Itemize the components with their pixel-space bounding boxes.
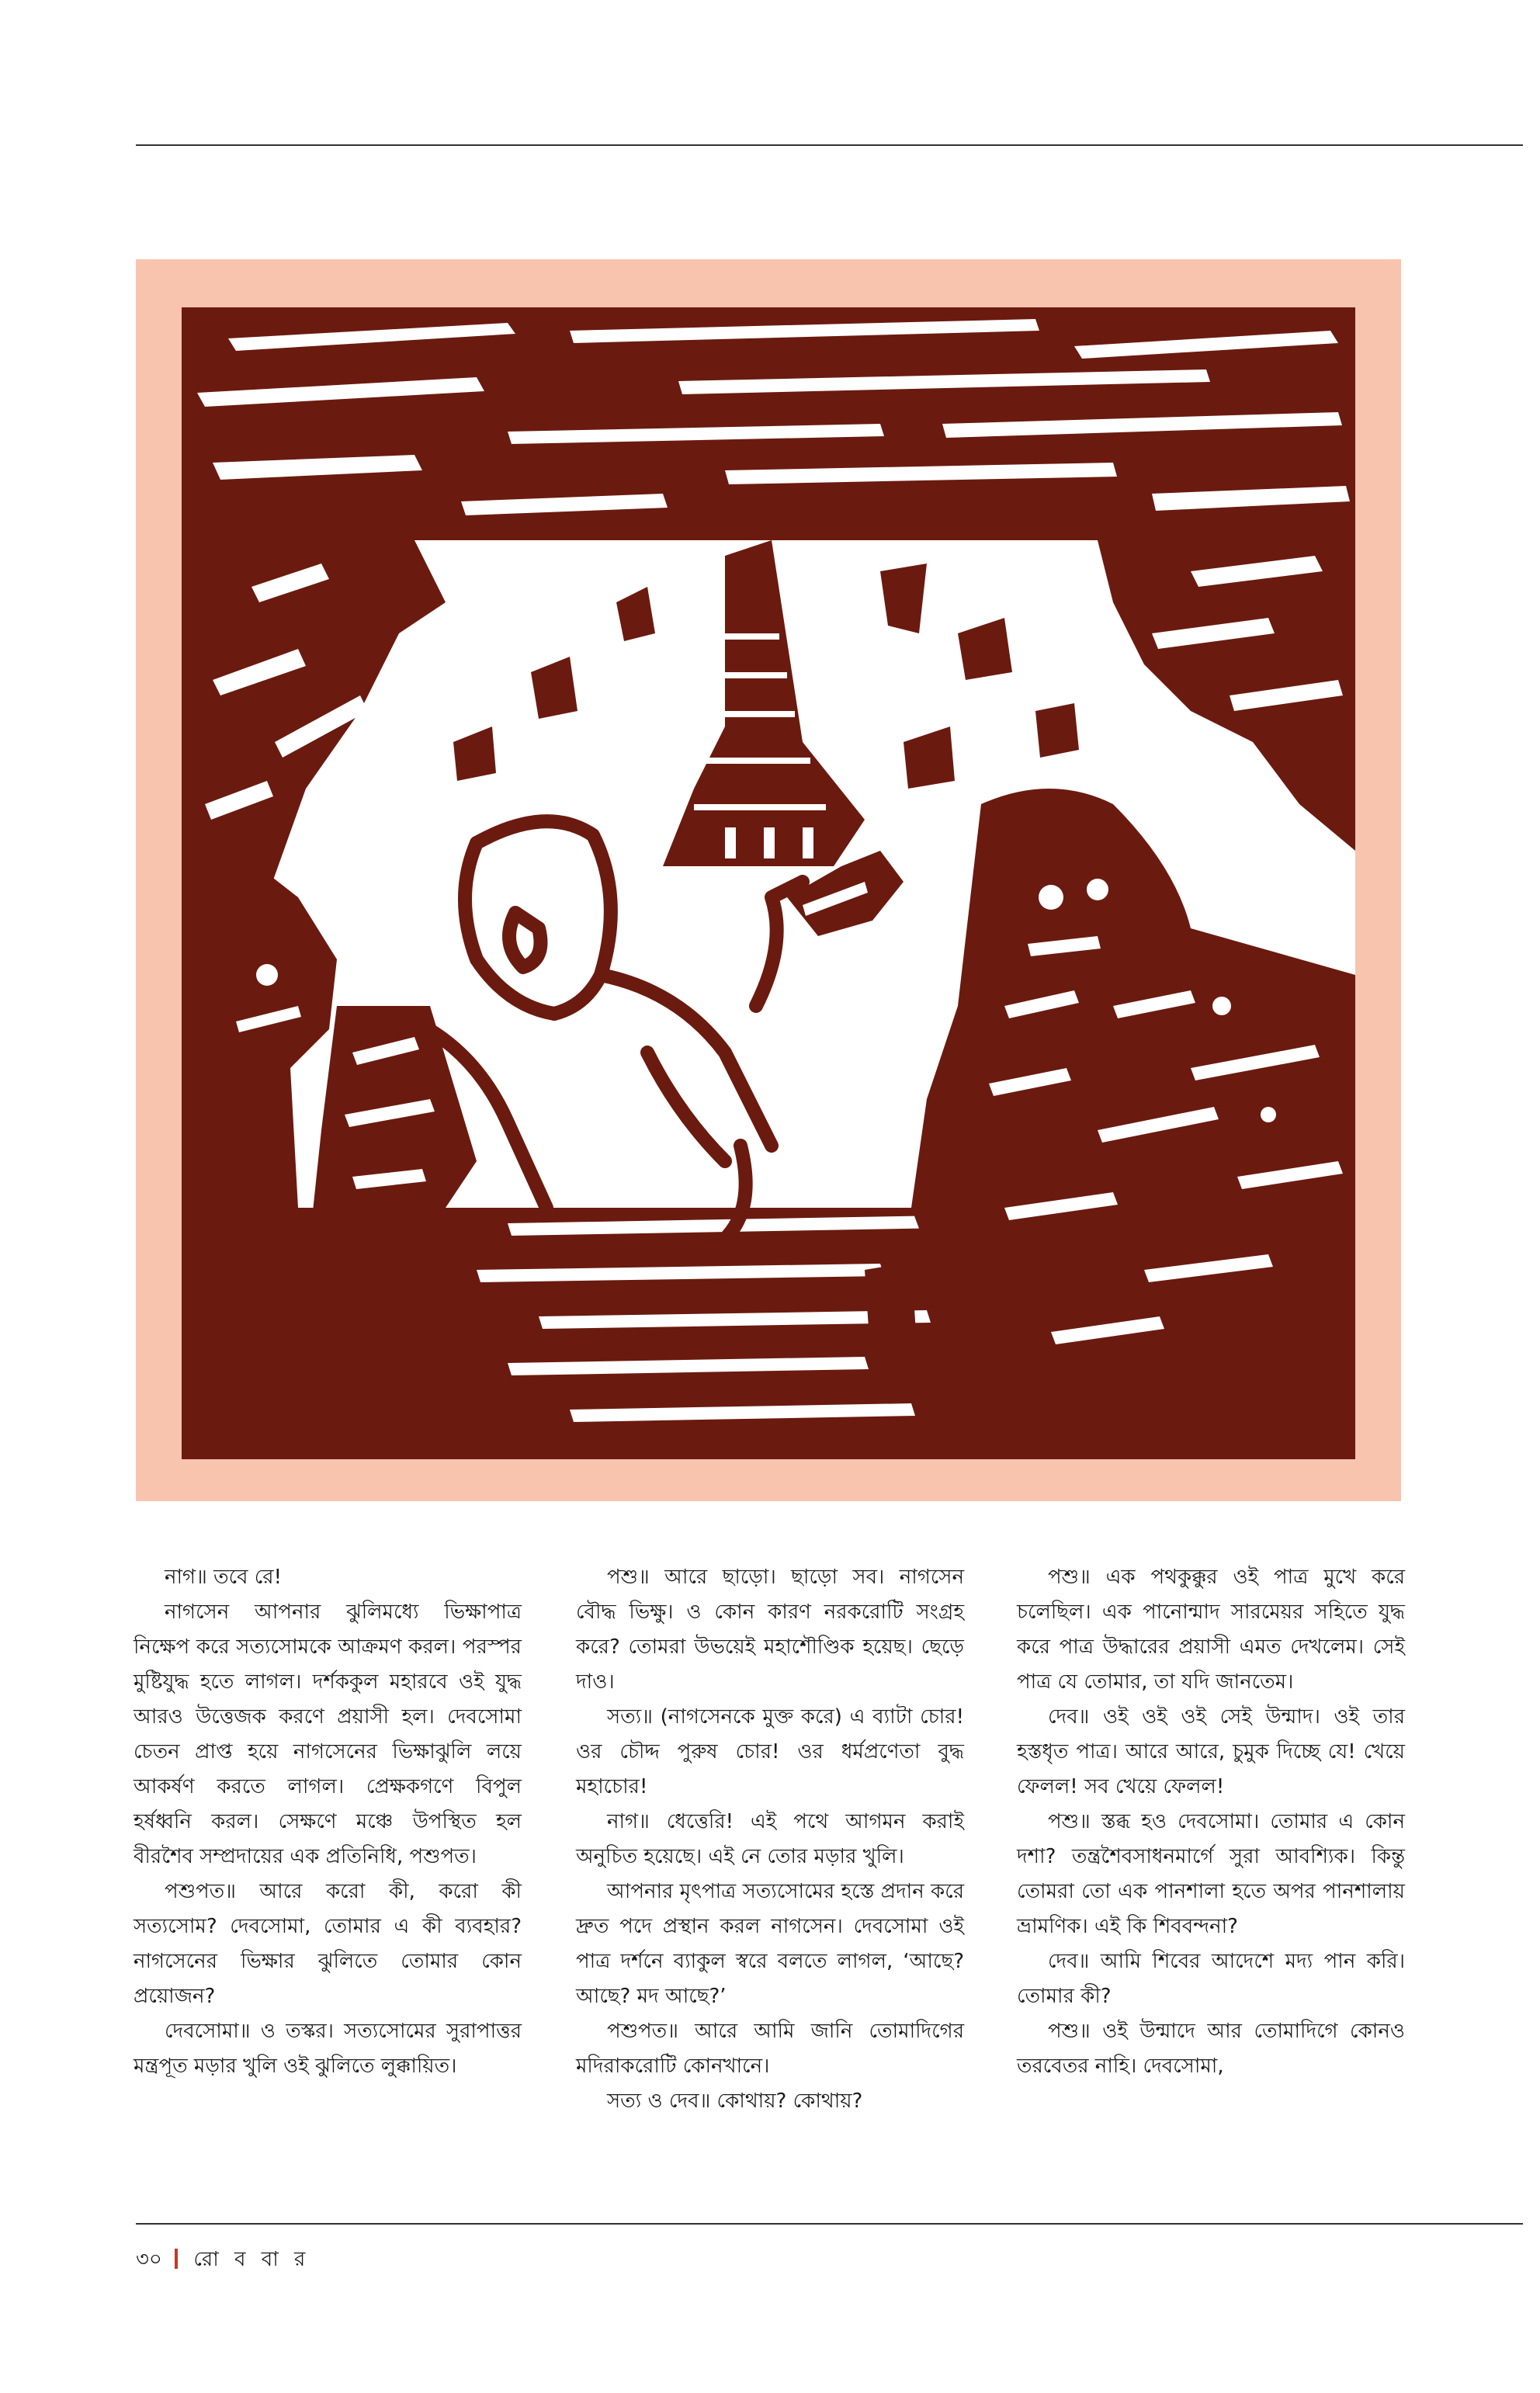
paragraph: পশু॥ আরে ছাড়ো। ছাড়ো সব। নাগসেন বৌদ্ধ ভিক্ষু। ও কোন কারণ নরকরোটি সংগ্রহ করে? তোমরা উভয়েই মহাশৌণ্ডিক হয়েছ। ছেড়ে দাও। (576, 1566, 964, 1694)
paragraph: পশু॥ এক পথকুক্কুর ওই পাত্র মুখে করে চলেছিল। এক পানোন্মাদ সারমেয়র সহিতে যুদ্ধ করে পাত্র উদ্ধারের প্রয়াসী এমত দেখলেম। সেই পাত্র যে তোমার, তা যদি জানতেম। (1017, 1566, 1405, 1694)
paragraph: পশু॥ ওই উন্মাদে আর তোমাদিগে কোনও তরবেতর নাহি। দেবসোমা, (1017, 2020, 1405, 2078)
paragraph: আপনার মৃৎপাত্র সত্যসোমের হস্তে প্রদান করে দ্রুত পদে প্রস্থান করল নাগসেন। দেবসোমা ওই পাত্র দর্শনে ব্যাকুল স্বরে বলতে লাগল, ‘আছে? আছে? মদ আছে?’ (576, 1880, 964, 2008)
paragraph: নাগ॥ ধেত্তেরি! এই পথে আগমন করাই অনুচিত হয়েছে। এই নে তোর মড়ার খুলি। (576, 1810, 964, 1868)
article-body (134, 1560, 1405, 2197)
magazine-name: রো ব বা র (193, 2248, 310, 2271)
page-number: ৩০ (136, 2248, 162, 2271)
column-1 (134, 1560, 522, 2084)
page-footer (136, 2243, 310, 2277)
woodcut-illustration (182, 307, 1355, 1459)
paragraph: নাগসেন আপনার ঝুলিমধ্যে ভিক্ষাপাত্র নিক্ষেপ করে সত্যসোমকে আক্রমণ করল। পরস্পর মুষ্টিযুদ্ধ হতে লাগল। দর্শককুল মহারবে ওই যুদ্ধ আরও উত্তেজক করণে প্রয়াসী হল। দেবসোমা চেতন প্রাপ্ত হয়ে নাগসেনের ভিক্ষাঝুলি লয়ে আকর্ষণ করতে লাগল। প্রেক্ষকগণে বিপুল হর্ষধ্বনি করল। সেক্ষণে মঞ্চে উপস্থিত হল বীরশৈব সম্প্রদায়ের এক প্রতিনিধি, পশুপত। (134, 1601, 522, 1868)
paragraph: সত্য॥ (নাগসেনকে মুক্ত করে) এ ব্যাটা চোর! ওর চৌদ্দ পুরুষ চোর! ওর ধর্মপ্রণেতা বুদ্ধ মহাচোর! (576, 1705, 964, 1798)
paragraph: নাগ॥ তবে রে! (165, 1566, 283, 1589)
paragraph: দেব॥ ওই ওই ওই সেই উন্মাদ। ওই তার হস্তধৃত পাত্র। আরে আরে, চুমুক দিচ্ছে যে! খেয়ে ফেলল! সব খেয়ে ফেলল! (1017, 1705, 1405, 1798)
paragraph: দেব॥ আমি শিবের আদেশে মদ্য পান করি। তোমার কী? (1017, 1950, 1405, 2008)
column-3 (1017, 1560, 1405, 2084)
illustration-frame (136, 259, 1401, 1501)
paragraph: পশু॥ স্তব্ধ হও দেবসোমা। তোমার এ কোন দশা? তন্ত্রশৈবসাধনমার্গে সুরা আবশ্যিক। কিন্তু তোমরা তো এক পানশালা হতে অপর পানশালায় ভ্রামণিক। এই কি শিববন্দনা? (1017, 1810, 1405, 1938)
illustration-svg (182, 307, 1355, 1459)
footer-divider (175, 2249, 178, 2269)
paragraph: সত্য ও দেব॥ কোথায়? কোথায়? (607, 2090, 863, 2113)
top-rule (136, 144, 1523, 146)
paragraph: দেবসোমা॥ ও তস্কর। সত্যসোমের সুরাপাত্তর মন্ত্রপূত মড়ার খুলি ওই ঝুলিতে লুক্কায়িত। (134, 2020, 522, 2078)
paragraph: পশুপত॥ আরে করো কী, করো কী সত্যসোম? দেবসোমা, তোমার এ কী ব্যবহার? নাগসেনের ভিক্ষার ঝুলিতে তোমার কোন প্রয়োজন? (134, 1880, 522, 2008)
bottom-rule (136, 2223, 1523, 2225)
paragraph: পশুপত॥ আরে আমি জানি তোমাদিগের মদিরাকরোটি কোনখানে। (576, 2020, 964, 2078)
column-2 (576, 1560, 964, 2119)
